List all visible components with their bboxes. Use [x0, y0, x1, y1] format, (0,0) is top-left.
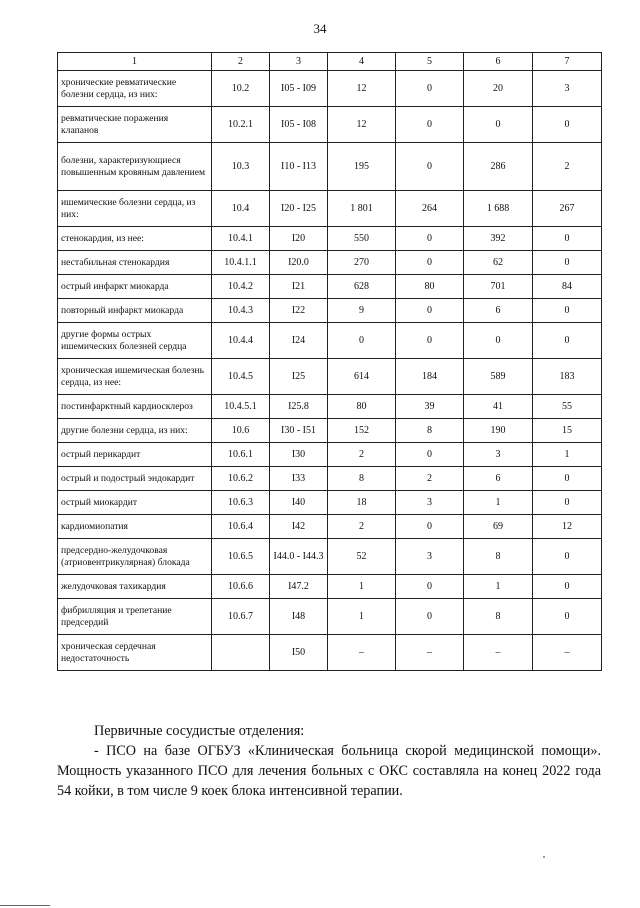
value-col5: 0: [396, 323, 464, 359]
value-col6: 6: [464, 467, 533, 491]
row-label: постинфарктный кардиосклероз: [58, 395, 212, 419]
icd-code: I47.2: [270, 575, 328, 599]
value-col6: 69: [464, 515, 533, 539]
row-code: 10.6.6: [212, 575, 270, 599]
row-code: 10.6.4: [212, 515, 270, 539]
value-col4: 2: [328, 443, 396, 467]
value-col4: 2: [328, 515, 396, 539]
value-col4: 1 801: [328, 191, 396, 227]
value-col6: 6: [464, 299, 533, 323]
table-row: [58, 515, 602, 539]
value-col4: 550: [328, 227, 396, 251]
icd-code: I20: [270, 227, 328, 251]
value-col5: 0: [396, 107, 464, 143]
value-col7: 0: [533, 323, 602, 359]
table-body: [58, 71, 602, 671]
value-col4: 12: [328, 71, 396, 107]
row-label: хроническая сердечная недостаточность: [58, 635, 212, 671]
row-code: 10.4.5: [212, 359, 270, 395]
value-col5: 3: [396, 539, 464, 575]
value-col4: 270: [328, 251, 396, 275]
icd-code: I30: [270, 443, 328, 467]
value-col6: 3: [464, 443, 533, 467]
column-header: 1: [58, 53, 212, 71]
value-col7: 0: [533, 539, 602, 575]
value-col5: 184: [396, 359, 464, 395]
row-code: 10.6.5: [212, 539, 270, 575]
row-label: стенокардия, из нее:: [58, 227, 212, 251]
value-col7: 15: [533, 419, 602, 443]
value-col6: 0: [464, 323, 533, 359]
value-col5: 39: [396, 395, 464, 419]
table-row: [58, 491, 602, 515]
table-row: [58, 575, 602, 599]
icd-code: I50: [270, 635, 328, 671]
table-row: [58, 443, 602, 467]
value-col7: 0: [533, 575, 602, 599]
row-label: острый перикардит: [58, 443, 212, 467]
icd-code: I48: [270, 599, 328, 635]
value-col4: 8: [328, 467, 396, 491]
row-code: 10.4.2: [212, 275, 270, 299]
value-col5: 3: [396, 491, 464, 515]
icd-code: I25.8: [270, 395, 328, 419]
value-col7: 55: [533, 395, 602, 419]
row-code: 10.6.3: [212, 491, 270, 515]
icd-code: I05 - I08: [270, 107, 328, 143]
value-col7: 3: [533, 71, 602, 107]
value-col6: 190: [464, 419, 533, 443]
value-col7: 0: [533, 491, 602, 515]
value-col6: 8: [464, 599, 533, 635]
table-row: [58, 143, 602, 191]
icd-code: I20 - I25: [270, 191, 328, 227]
table-row: [58, 359, 602, 395]
column-header: 2: [212, 53, 270, 71]
value-col4: 9: [328, 299, 396, 323]
row-label: желудочковая тахикардия: [58, 575, 212, 599]
value-col6: 1: [464, 575, 533, 599]
value-col6: 20: [464, 71, 533, 107]
row-label: острый миокардит: [58, 491, 212, 515]
value-col5: 0: [396, 227, 464, 251]
value-col7: 2: [533, 143, 602, 191]
value-col5: 2: [396, 467, 464, 491]
value-col6: 8: [464, 539, 533, 575]
table-row: [58, 191, 602, 227]
row-code: 10.2: [212, 71, 270, 107]
value-col7: 0: [533, 299, 602, 323]
row-label: хронические ревматические болезни сердца, из них:: [58, 71, 212, 107]
value-col7: 0: [533, 467, 602, 491]
icd-code: I24: [270, 323, 328, 359]
value-col7: 84: [533, 275, 602, 299]
icd-code: I05 - I09: [270, 71, 328, 107]
value-col5: 0: [396, 599, 464, 635]
row-code: 10.4.1.1: [212, 251, 270, 275]
row-label: хроническая ишемическая болезнь сердца, из нее:: [58, 359, 212, 395]
table-header-row: [58, 53, 602, 71]
value-col6: 0: [464, 107, 533, 143]
page-number: 34: [313, 21, 327, 36]
value-col6: 286: [464, 143, 533, 191]
row-code: 10.4.3: [212, 299, 270, 323]
icd-code: I20.0: [270, 251, 328, 275]
row-code: 10.6.2: [212, 467, 270, 491]
table-row: [58, 467, 602, 491]
value-col7: 183: [533, 359, 602, 395]
table-row: [58, 107, 602, 143]
row-label: нестабильная стенокардия: [58, 251, 212, 275]
value-col4: 195: [328, 143, 396, 191]
value-col4: 80: [328, 395, 396, 419]
value-col5: 0: [396, 575, 464, 599]
value-col5: 0: [396, 143, 464, 191]
value-col6: 589: [464, 359, 533, 395]
row-code: 10.4.5.1: [212, 395, 270, 419]
value-col7: –: [533, 635, 602, 671]
icd-code: I42: [270, 515, 328, 539]
row-label: ишемические болезни сердца, из них:: [58, 191, 212, 227]
row-label: острый инфаркт миокарда: [58, 275, 212, 299]
value-col7: 267: [533, 191, 602, 227]
row-code: 10.4: [212, 191, 270, 227]
icd-code: I25: [270, 359, 328, 395]
table-row: [58, 599, 602, 635]
body-paragraph: - ПСО на базе ОГБУЗ «Клиническая больница скорой медицинской помощи». Мощность указанного ПСО для лечения больных с ОКС составляла на конец 2022 года 54 койки, в том числе 9 коек блока интенсивной терапии.: [57, 743, 601, 799]
value-col6: 701: [464, 275, 533, 299]
value-col5: 0: [396, 71, 464, 107]
value-col6: 1 688: [464, 191, 533, 227]
value-col5: 0: [396, 251, 464, 275]
value-col5: 0: [396, 515, 464, 539]
row-code: 10.6.7: [212, 599, 270, 635]
icd-code: I33: [270, 467, 328, 491]
value-col6: –: [464, 635, 533, 671]
column-header: 5: [396, 53, 464, 71]
value-col4: 152: [328, 419, 396, 443]
row-label: острый и подострый эндокардит: [58, 467, 212, 491]
row-code: 10.4.1: [212, 227, 270, 251]
value-col7: 12: [533, 515, 602, 539]
row-code: 10.3: [212, 143, 270, 191]
value-col4: 1: [328, 599, 396, 635]
value-col5: 0: [396, 299, 464, 323]
value-col4: 52: [328, 539, 396, 575]
icd-code: I30 - I51: [270, 419, 328, 443]
icd-code: I40: [270, 491, 328, 515]
icd-code: I44.0 - I44.3: [270, 539, 328, 575]
icd-code: I22: [270, 299, 328, 323]
row-code: [212, 635, 270, 671]
value-col6: 62: [464, 251, 533, 275]
value-col4: 1: [328, 575, 396, 599]
icd-code: I10 - I13: [270, 143, 328, 191]
row-label: болезни, характеризующиеся повышенным кровяным давлением: [58, 143, 212, 191]
column-header: 3: [270, 53, 328, 71]
value-col5: 80: [396, 275, 464, 299]
row-code: 10.2.1: [212, 107, 270, 143]
row-label: фибрилляция и трепетание предсердий: [58, 599, 212, 635]
value-col4: –: [328, 635, 396, 671]
value-col4: 18: [328, 491, 396, 515]
value-col5: 0: [396, 443, 464, 467]
table-row: [58, 395, 602, 419]
value-col7: 0: [533, 599, 602, 635]
row-label: повторный инфаркт миокарда: [58, 299, 212, 323]
value-col4: 12: [328, 107, 396, 143]
value-col4: 0: [328, 323, 396, 359]
value-col7: 0: [533, 107, 602, 143]
table-row: [58, 323, 602, 359]
column-header: 7: [533, 53, 602, 71]
value-col6: 392: [464, 227, 533, 251]
value-col7: 0: [533, 227, 602, 251]
row-label: ревматические поражения клапанов: [58, 107, 212, 143]
table-row: [58, 251, 602, 275]
value-col5: –: [396, 635, 464, 671]
footer-rule: [0, 905, 50, 906]
table-row: [58, 227, 602, 251]
value-col5: 8: [396, 419, 464, 443]
value-col6: 41: [464, 395, 533, 419]
section-heading: Первичные сосудистые отделения:: [94, 723, 305, 739]
table-row: [58, 71, 602, 107]
row-code: 10.4.4: [212, 323, 270, 359]
value-col4: 614: [328, 359, 396, 395]
row-label: кардиомиопатия: [58, 515, 212, 539]
column-header: 4: [328, 53, 396, 71]
icd-code: I21: [270, 275, 328, 299]
value-col5: 264: [396, 191, 464, 227]
table-row: [58, 299, 602, 323]
table-row: [58, 635, 602, 671]
value-col6: 1: [464, 491, 533, 515]
scan-dot: [543, 856, 545, 858]
table-row: [58, 275, 602, 299]
row-code: 10.6.1: [212, 443, 270, 467]
row-code: 10.6: [212, 419, 270, 443]
value-col7: 0: [533, 251, 602, 275]
row-label: другие болезни сердца, из них:: [58, 419, 212, 443]
value-col4: 628: [328, 275, 396, 299]
value-col7: 1: [533, 443, 602, 467]
row-label: предсердно-желудочковая (атриовентрикулярная) блокада: [58, 539, 212, 575]
statistics-table: [57, 52, 602, 671]
column-header: 6: [464, 53, 533, 71]
row-label: другие формы острых ишемических болезней сердца: [58, 323, 212, 359]
table-row: [58, 539, 602, 575]
table-row: [58, 419, 602, 443]
